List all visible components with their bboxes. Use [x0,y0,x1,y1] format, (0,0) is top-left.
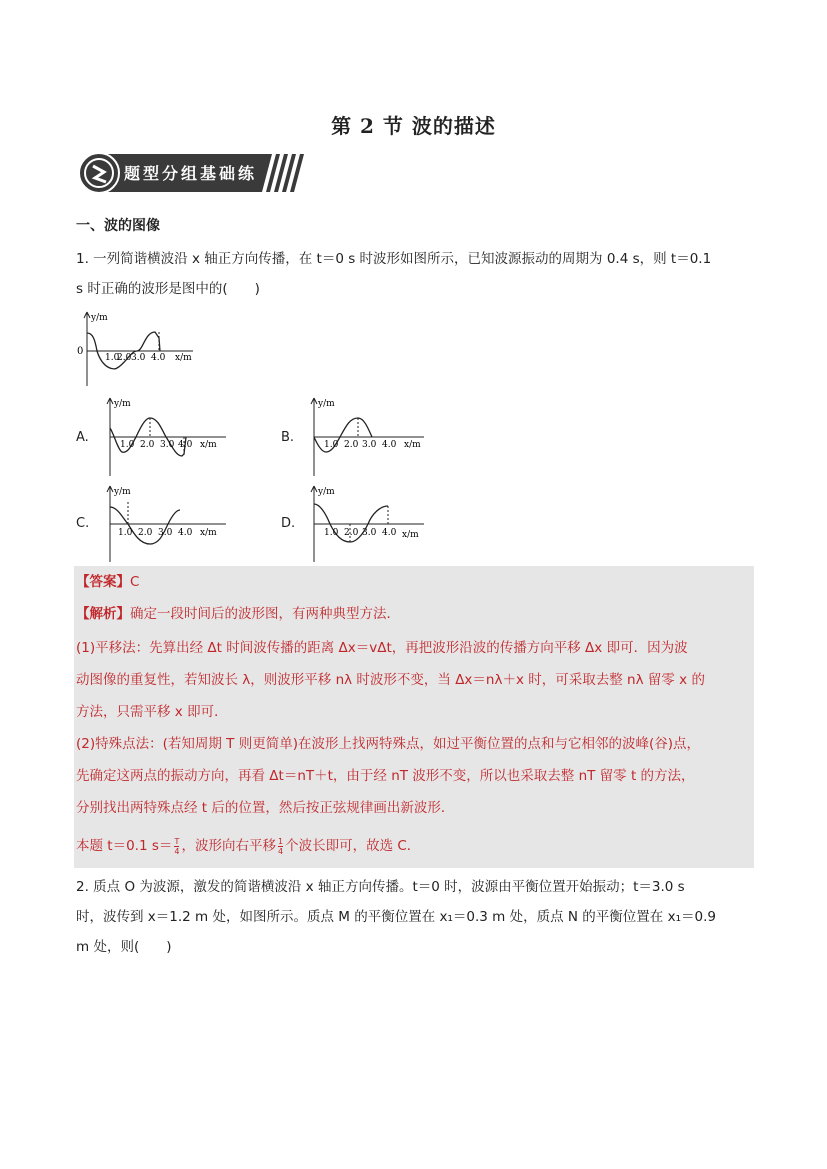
question-2-line-1: 2. 质点 O 为波源，激发的简谐横波沿 x 轴正方向传播。t＝0 时，波源由平衡位置开始振动；t＝3.0 s [76,879,685,895]
tick-label: 3.0 [362,440,377,450]
tick-label: 4.0 [178,528,193,538]
tick-label: 1.0 [324,528,339,538]
option-c-label: C. [76,516,90,531]
question-2-line-3: m 处，则( ) [76,939,172,955]
answer-line [76,566,752,598]
conclusion-text: 本题 t＝0.1 s＝ [76,838,173,854]
y-axis-label: y/m [318,487,335,497]
tick-label: 4.0 [382,528,397,538]
banner-label: 题型分组基础练 [124,164,258,183]
analysis-line [76,598,752,630]
tick-label: 3.0 [131,353,146,363]
y-axis-label: y/m [318,399,335,409]
method-1-line-1: (1)平移法：先算出经 Δt 时间波传播的距离 Δx＝vΔt，再把波形沿波的传播方向平移 Δx 即可．因为波 [76,640,688,656]
method-1-line-2: 动图像的重复性，若知波长 λ，则波形平移 nλ 时波形不变，当 Δx＝nλ＋x 时，可采取去整 nλ 留零 x 的 [76,672,705,688]
option-b-figure[interactable] [300,394,430,478]
fraction-t-over-4: $\frac{T}{4}$ [174,836,180,856]
analysis-intro: 确定一段时间后的波形图，有两种典型方法． [130,606,400,622]
tick-label: 1.0 [118,528,133,538]
option-d-label: D. [281,516,296,531]
x-axis-label: x/m [200,440,217,450]
analysis-tag: 【解析】 [76,606,130,622]
option-a-figure[interactable] [96,394,231,478]
method-1-line-3: 方法，只需平移 x 即可． [76,704,228,720]
x-axis-label: x/m [404,440,421,450]
tick-label: 4.0 [151,353,166,363]
tick-label: 3.0 [160,440,175,450]
tick-label: 4.0 [178,440,193,450]
tick-label: 1.0 [105,353,120,363]
section-heading: 一、波的图像 [76,218,160,234]
tick-label: 3.0 [362,528,377,538]
method-2 [76,728,752,824]
conclusion-text: 个波长即可，故选 C． [285,838,421,854]
y-axis-label: y/m [114,487,131,497]
question-1 [76,244,756,304]
answer-value: C [130,574,140,590]
conclusion [76,830,752,862]
x-axis-label: x/m [200,528,217,538]
tick-label: 2.0 [117,353,132,363]
option-c-figure[interactable] [96,482,231,564]
method-2-line-2: 先确定这两点的振动方向，再看 Δt＝nT＋t，由于经 nT 波形不变，所以也采取去整 nT 留零 t 的方法， [76,768,695,784]
question-2 [76,872,756,962]
tick-label: 2.0 [344,528,359,538]
page-title: 第 2 节 波的描述 [331,114,496,138]
method-2-line-3: 分别找出两特殊点经 t 后的位置，然后按正弦规律画出新波形． [76,800,455,816]
method-2-line-1: (2)特殊点法：(若知周期 T 则更简单)在波形上找两特殊点，如过平衡位置的点和与它相邻的波峰(谷)点， [76,736,701,752]
main-wave-figure [75,308,200,388]
y-axis-label: y/m [114,399,131,409]
tick-label: 1.0 [120,440,135,450]
conclusion-text: ，波形向右平移 [181,838,276,854]
tick-label: 2.0 [138,528,153,538]
origin-label: 0 [77,346,84,357]
tick-label: 1.0 [324,440,339,450]
tick-label: 2.0 [140,440,155,450]
method-1 [76,632,752,728]
question-1-line-2: s 时正确的波形是图中的( ) [76,281,260,297]
tick-label: 4.0 [382,440,397,450]
tick-label: 2.0 [344,440,359,450]
answer-tag: 【答案】 [76,574,130,590]
x-axis-label: x/m [175,353,192,363]
option-d-figure[interactable] [300,482,430,564]
option-b-label: B. [281,430,295,445]
y-axis-label: y/m [91,313,108,323]
question-1-line-1: 1. 一列简谐横波沿 x 轴正方向传播，在 t＝0 s 时波形如图所示，已知波源振动的周期为 0.4 s，则 t＝0.1 [76,251,712,267]
x-axis-label: x/m [402,530,419,540]
tick-label: 3.0 [158,528,173,538]
option-a-label: A. [76,430,89,445]
question-2-line-2: 时，波传到 x＝1.2 m 处，如图所示。质点 M 的平衡位置在 x₁＝0.3 m 处，质点 N 的平衡位置在 x₁＝0.9 [76,909,716,925]
fraction-one-quarter: $\frac{1}{4}$ [277,836,284,856]
